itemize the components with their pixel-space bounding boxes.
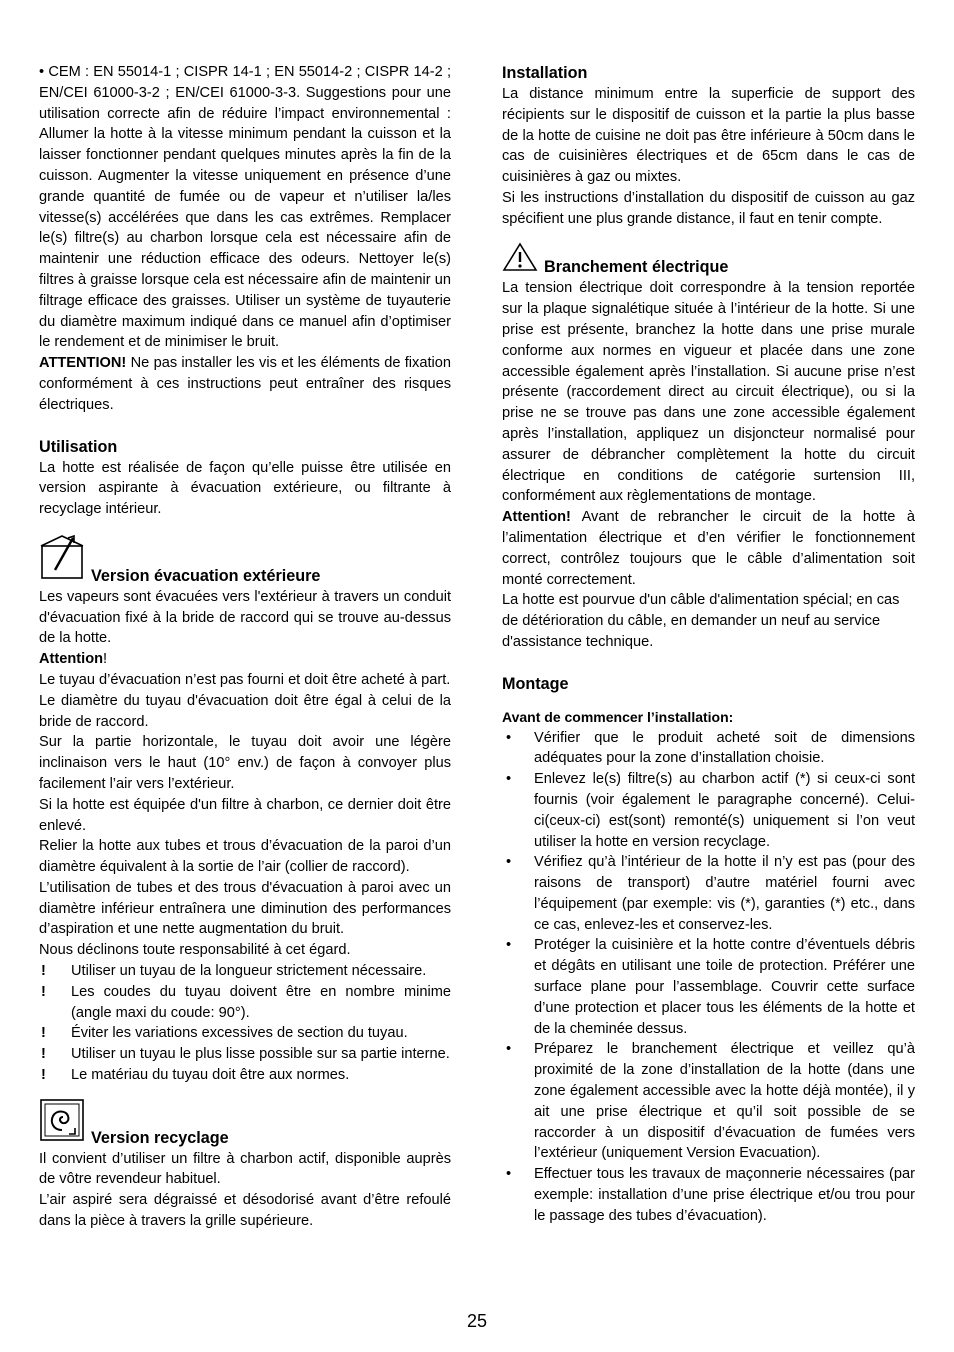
evac-attention-label: Attention	[39, 651, 104, 668]
exclamation-mark: !	[41, 1046, 46, 1063]
evac-para: Le diamètre du tuyau d'évacuation doit être égal à celui de la bride de raccord.	[39, 692, 451, 730]
list-item-text: Utiliser un tuyau de la longueur strictement nécessaire.	[71, 963, 427, 980]
evac-heading-row	[39, 532, 451, 587]
installation-paragraph: Si les instructions d’installation du dispositif de cuisson au gaz spécifient une plus grande distance, il faut en tenir compte.	[502, 189, 915, 227]
list-item	[39, 1065, 451, 1086]
exhaust-duct-icon	[39, 532, 85, 587]
montage-heading: Montage	[502, 674, 569, 693]
list-item-text: Vérifiez qu’à l’intérieur de la hotte il n’y est pas (pour des raisons de transport) d’autre matériel fourni avec l’équipement (par exemple: vis (*), garanties (*) etc., dans ce cas, enlevez-les et conservez-les.	[534, 854, 915, 933]
elec-heading-row	[502, 242, 915, 279]
installation-paragraph: La distance minimum entre la superficie de support des récipients sur le dispositif de cuisson et la partie la plus basse de la hotte de cuisine ne doit pas être inférieure à 50cm dans le cas de cuisinières électriques et de 65cm dans le cas de cuisinières à gaz ou mixtes.	[502, 86, 915, 186]
attention-label: ATTENTION!	[39, 355, 127, 372]
list-item	[502, 728, 915, 770]
list-item	[39, 982, 451, 1024]
elec-paragraph: La tension électrique doit correspondre à la tension reportée sur la plaque signalétique située à l’intérieur de la hotte. Si une prise est présente, branchez la hotte dans une prise murale conforme aux normes en vigueur et placée dans une zone accessible également après l’installation. Si aucune prise n’est présente (raccordement direct au circuit électrique), ou si la prise ne se trouve pas dans une zone accessible également après l’installation, appliquez un disjoncteur normalisé pour assurer de débrancher complètement la hotte du circuit électrique en conditions de catégorie surtension III, conformément aux règlementations de montage.	[502, 280, 915, 505]
bullet: •	[506, 771, 512, 788]
list-item	[39, 1023, 451, 1044]
elec-attention-text: Avant de rebrancher le circuit de la hotte à l’alimentation électrique et d’en vérifier le fonctionnement correct, contrôlez toujours que le câble d’alimentation soit monté correctement.	[502, 509, 915, 588]
recyc-heading-row	[39, 1098, 451, 1149]
list-item	[502, 1164, 915, 1226]
evac-para: Relier la hotte aux tubes et trous d’évacuation de la paroi d’un diamètre équivalent à la sortie de l’air (collier de raccord).	[39, 838, 451, 876]
exclamation-mark: !	[41, 1025, 46, 1042]
elec-paragraph: La hotte est pourvue d'un câble d'alimentation spécial; en cas de détérioration du câble, en demander un neuf au service d'assistance technique.	[502, 592, 900, 650]
elec-heading: Branchement électrique	[544, 258, 729, 277]
list-item-text: Enlevez le(s) filtre(s) au charbon actif (*) si ceux-ci sont fournis (voir également le paragraphe concerné). Celui-ci(ceux-ci) est(sont) remonté(s) uniquement si l’on veut utiliser la hotte en version recyclage.	[534, 771, 915, 850]
page-number: 25	[466, 1311, 488, 1331]
bullet: •	[506, 937, 512, 954]
warning-triangle-icon	[502, 242, 538, 279]
list-item	[502, 935, 915, 1039]
evac-para: Nous déclinons toute responsabilité à cet égard.	[39, 942, 351, 959]
list-item-text: Vérifier que le produit acheté soit de dimensions adéquates pour la zone d’installation choisie.	[534, 729, 915, 767]
evac-list	[39, 961, 451, 1086]
list-item	[39, 961, 451, 982]
exclamation-mark: !	[41, 963, 46, 980]
right-column	[502, 62, 915, 1227]
before-install-heading: Avant de commencer l’installation:	[502, 708, 734, 725]
recyc-paragraph: Il convient d’utiliser un filtre à charbon actif, disponible auprès de vôtre revendeur habituel.	[39, 1150, 451, 1188]
exclamation-mark: !	[41, 1067, 46, 1084]
evac-para: Le tuyau d’évacuation n’est pas fourni et doit être acheté à part.	[39, 671, 451, 688]
utilisation-heading: Utilisation	[39, 437, 118, 456]
list-item	[502, 769, 915, 852]
evac-attention-suffix: !	[103, 651, 108, 668]
evac-intro: Les vapeurs sont évacuées vers l'extérieur à travers un conduit d'évacuation fixé à la bride de raccord qui se trouve au-dessus de la hotte.	[39, 588, 451, 647]
attention-text: Ne pas installer les vis et les éléments de fixation conformément à ces instructions peut entraîner des risques électriques.	[39, 355, 451, 413]
bullet: •	[506, 1166, 512, 1183]
elec-attention	[502, 507, 915, 590]
recyc-paragraph: L’air aspiré sera dégraissé et désodorisé avant d’être refoulé dans la pièce à travers la grille supérieure.	[39, 1192, 451, 1230]
montage-list	[502, 728, 915, 1227]
installation-heading: Installation	[502, 64, 588, 82]
evac-para: Sur la partie horizontale, le tuyau doit avoir une légère inclinaison vers le haut (10° env.) de façon à convoyer plus facilement l’air vers l’extérieur.	[39, 734, 451, 792]
recycling-filter-icon	[39, 1098, 85, 1149]
list-item	[39, 1044, 451, 1065]
list-item	[502, 852, 915, 935]
list-item-text: Le matériau du tuyau doit être aux normes.	[71, 1067, 350, 1084]
attention-paragraph	[39, 353, 451, 415]
utilisation-paragraph: La hotte est réalisée de façon qu’elle puisse être utilisée en version aspirante à évacuation extérieure, ou filtrante à recyclage intérieur.	[39, 459, 451, 518]
evac-heading: Version évacuation extérieure	[91, 566, 321, 585]
recyc-heading: Version recyclage	[91, 1128, 229, 1147]
list-item-text: Les coudes du tuyau doivent être en nombre minime (angle maxi du coude: 90°).	[71, 983, 451, 1021]
bullet: •	[506, 729, 512, 746]
list-item-text: Effectuer tous les travaux de maçonnerie nécessaires (par exemple: installation d’une prise électrique et/ou trou pour le passage des tubes d’évacuation).	[534, 1166, 915, 1224]
list-item-text: Utiliser un tuyau le plus lisse possible sur sa partie interne.	[71, 1046, 450, 1063]
list-item-text: Protéger la cuisinière et la hotte contre d’éventuels débris et dégâts en utilisant une toile de protection. Préférer une surface plane pour l’assemblage. Couvrir cette surface d’une protection et placer tous les éléments de la hotte et de la cheminée dessus.	[534, 937, 915, 1037]
evac-attention	[39, 649, 451, 670]
elec-attention-label: Attention!	[502, 509, 571, 526]
cem-paragraph: • CEM : EN 55014-1 ; CISPR 14-1 ; EN 55014-2 ; CISPR 14-2 ; EN/CEI 61000-3-2 ; EN/CEI 61000-3-3. Suggestions pour une utilisation correcte afin de réduire l’impact environnemental : Allumer la hotte à la vitesse minimum pendant la cuisson et la laisser fonctionner pendant quelques minutes après la fin de la cuisson. Augmenter la vitesse uniquement en présence d’une grande quantité de fumée ou de vapeur et n’utiliser la/les vitesse(s) accélérées que dans les cas extrêmes. Remplacer le(s) filtre(s) au charbon lorsque cela est nécessaire afin de maintenir une réduction efficace des odeurs. Nettoyer le(s) filtres à graisse lorsque cela est nécessaire afin de maintenir un filtrage efficace des graisses. Utiliser un système de tuyauterie du diamètre maximum indiqué dans ce manuel afin d’optimiser le rendement et de minimiser le bruit.	[39, 64, 451, 351]
list-item-text: Préparez le branchement électrique et veillez qu’à proximité de la zone d’installation de la hotte (dans une zone également accessible avec la hotte déjà montée), il y ait une prise électrique et qu’il soit possible de se raccorder à un dispositif d’évacuation de fumées vers l’extérieur (uniquement Version Evacuation).	[534, 1041, 915, 1162]
exclamation-mark: !	[41, 983, 46, 1000]
evac-para: Si la hotte est équipée d'un filtre à charbon, ce dernier doit être enlevé.	[39, 796, 451, 834]
list-item	[502, 1039, 915, 1164]
left-column	[39, 62, 451, 1232]
list-item-text: Éviter les variations excessives de section du tuyau.	[71, 1025, 408, 1042]
bullet: •	[506, 854, 512, 871]
evac-para: L’utilisation de tubes et des trous d'évacuation à paroi avec un diamètre inférieur entraînera une diminution des performances d’aspiration et une nette augmentation du bruit.	[39, 879, 451, 938]
bullet: •	[506, 1041, 512, 1058]
